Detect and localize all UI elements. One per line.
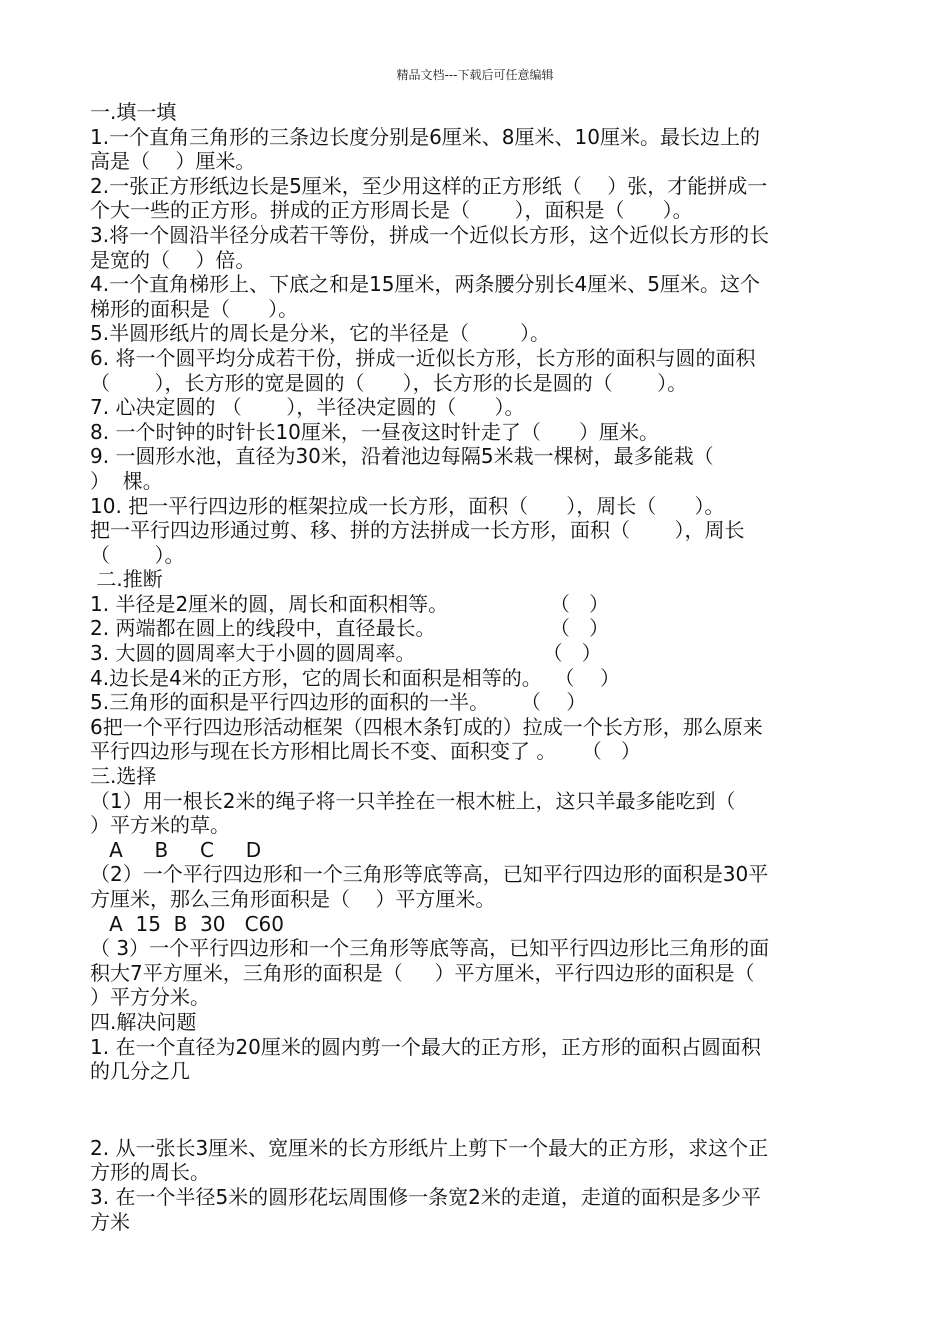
text-line: 2.一张正方形纸边长是5厘米，至少用这样的正方形纸（ ）张，才能拼成一 [90, 173, 768, 198]
text-line: 平行四边形与现在长方形相比周长不变、面积变了 。 （ ） [90, 739, 641, 764]
document-body [90, 100, 862, 1234]
text-line: 的几分之几 [90, 1059, 190, 1084]
text-line: 6. 将一个圆平均分成若干份，拼成一近似长方形，长方形的面积与圆的面积 [90, 345, 756, 370]
text-line: A B C D [90, 837, 262, 862]
text-line: （1）用一根长2米的绳子将一只羊拴在一根木桩上，这只羊最多能吃到（ [90, 788, 736, 813]
text-line: 3.将一个圆沿半径分成若干等份，拼成一个近似长方形，这个近似长方形的长 [90, 222, 770, 247]
text-line: （ 3）一个平行四边形和一个三角形等底等高，已知平行四边形比三角形的面 [90, 936, 770, 961]
text-line: ）平方分米。 [90, 985, 210, 1010]
text-line: 4.一个直角梯形上、下底之和是15厘米，两条腰分别长4厘米、5厘米。这个 [90, 272, 760, 297]
exercise-block-2 [90, 1136, 862, 1234]
text-line: 3. 大圆的圆周率大于小圆的圆周率。 （ ） [90, 641, 602, 666]
text-line: 梯形的面积是（ ）。 [90, 296, 299, 321]
text-line: 1. 在一个直径为20厘米的圆内剪一个最大的正方形，正方形的面积占圆面积 [90, 1034, 761, 1059]
text-line: 是宽的（ ）倍。 [90, 247, 256, 272]
text-line: 方米 [90, 1209, 130, 1234]
text-line: （ ），长方形的宽是圆的（ ），长方形的长是圆的（ ）。 [90, 370, 688, 395]
text-line: 四.解决问题 [90, 1009, 197, 1034]
text-line: 积大7平方厘米，三角形的面积是（ ）平方厘米，平行四边形的面积是（ [90, 960, 755, 985]
text-line: 4.边长是4米的正方形，它的周长和面积是相等的。 （ ） [90, 665, 620, 690]
text-line: A 15 B 30 C60 [90, 911, 285, 936]
answer-space [90, 1084, 862, 1136]
text-line: ） 棵。 [90, 468, 163, 493]
text-line: 8. 一个时钟的时针长10厘米，一昼夜这时针走了（ ）厘米。 [90, 419, 660, 444]
text-line: 2. 两端都在圆上的线段中，直径最长。 （ ） [90, 616, 609, 641]
text-line: 9. 一圆形水池，直径为30米，沿着池边每隔5米栽一棵树，最多能栽（ [90, 444, 714, 469]
text-line: 1. 半径是2厘米的圆，周长和面积相等。 （ ） [90, 591, 609, 616]
text-line: 把一平行四边形通过剪、移、拼的方法拼成一长方形，面积（ ），周长 [90, 518, 745, 543]
exercise-block-1 [90, 100, 862, 1084]
text-line: ）平方米的草。 [90, 813, 230, 838]
text-line: 3. 在一个半径5米的圆形花坛周围修一条宽2米的走道，走道的面积是多少平 [90, 1184, 761, 1209]
text-line: 方形的周长。 [90, 1160, 210, 1185]
text-line: 7. 心决定圆的 （ ），半径决定圆的（ ）。 [90, 395, 525, 420]
text-line: 6把一个平行四边形活动框架（四根木条钉成的）拉成一个长方形，那么原来 [90, 714, 763, 739]
text-line: 10. 把一平行四边形的框架拉成一长方形，面积（ ），周长（ ）。 [90, 493, 725, 518]
text-line: 5.半圆形纸片的周长是分米，它的半径是（ ）。 [90, 321, 550, 346]
text-line: 个大一些的正方形。拼成的正方形周长是（ ），面积是（ ）。 [90, 198, 693, 223]
text-line: 5.三角形的面积是平行四边形的面积的一半。 （ ） [90, 690, 587, 715]
text-line: （2）一个平行四边形和一个三角形等底等高，已知平行四边形的面积是30平 [90, 862, 769, 887]
text-line: 三.选择 [90, 764, 157, 789]
text-line: 高是（ ）厘米。 [90, 149, 256, 174]
text-line: 1.一个直角三角形的三条边长度分别是6厘米、8厘米、10厘米。最长边上的 [90, 124, 760, 149]
text-line: 二.推断 [90, 567, 163, 592]
page-header: 精品文档---下载后可任意编辑 [396, 68, 554, 82]
text-line: 2. 从一张长3厘米、宽厘米的长方形纸片上剪下一个最大的正方形，求这个正 [90, 1135, 769, 1160]
text-line: 一.填一填 [90, 100, 177, 124]
text-line: （ ）。 [90, 542, 185, 567]
text-line: 方厘米，那么三角形面积是（ ）平方厘米。 [90, 887, 496, 911]
